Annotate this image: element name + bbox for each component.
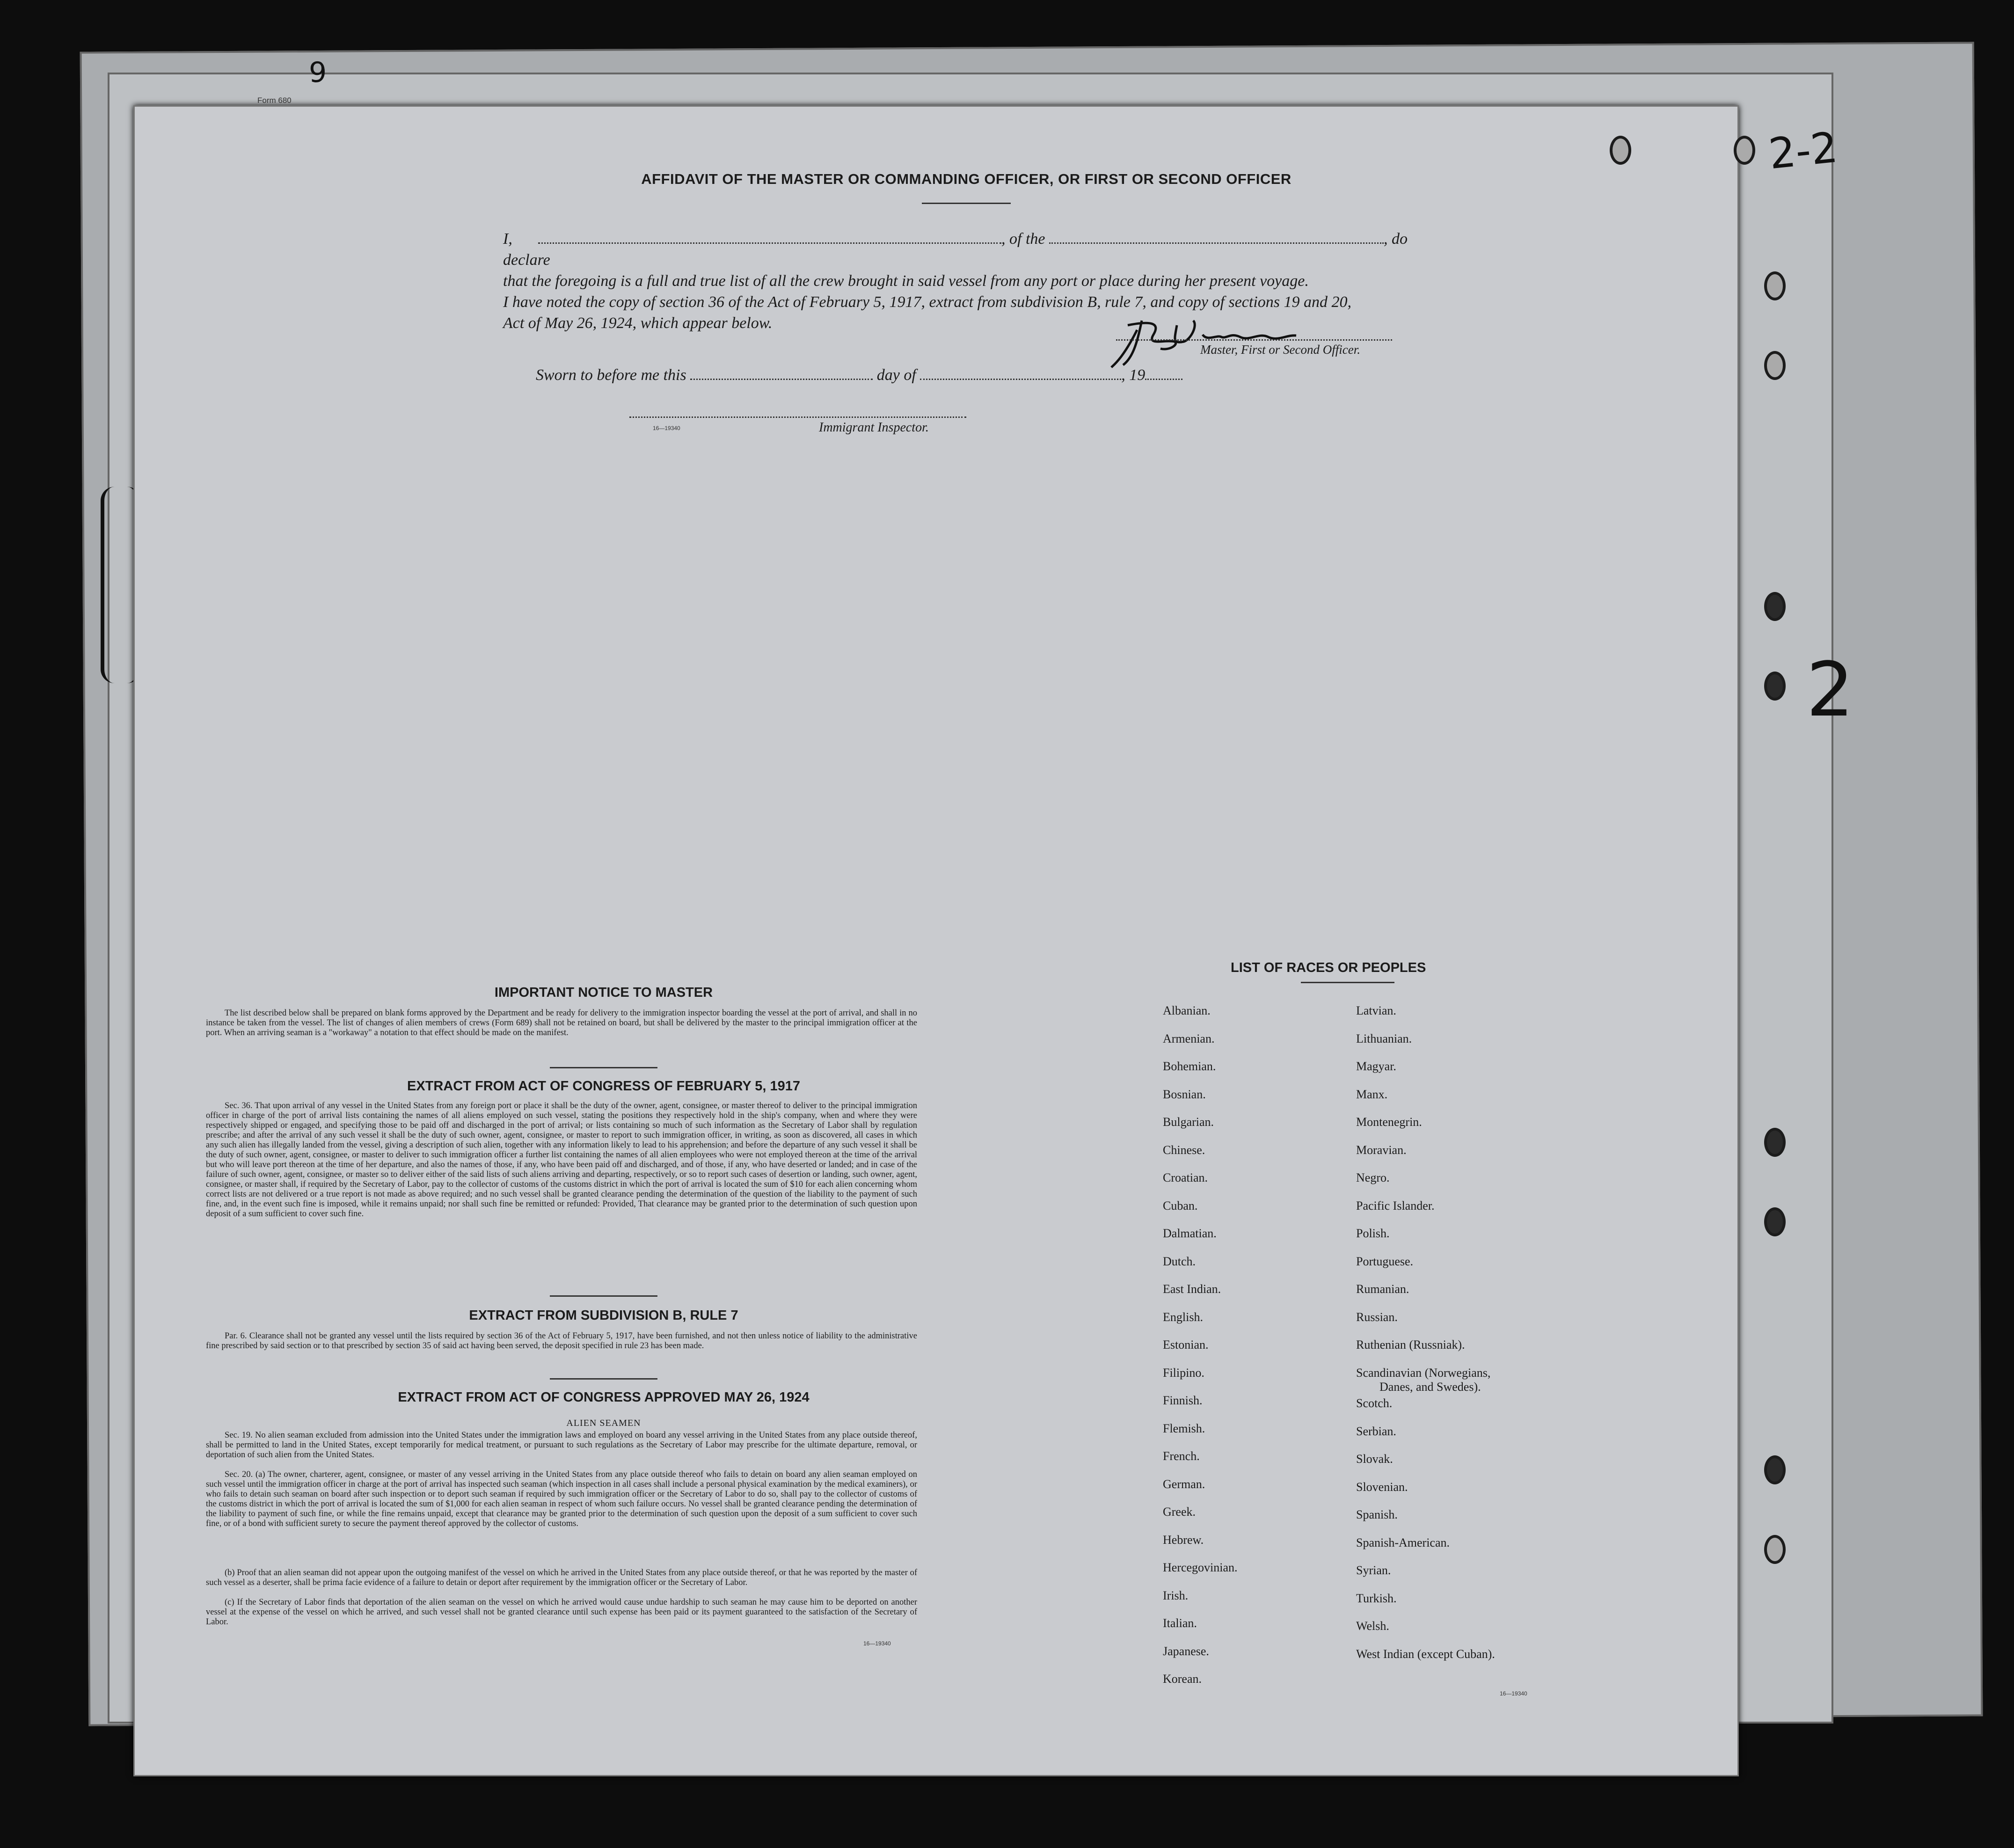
race-item: Montenegrin. — [1356, 1115, 1422, 1129]
punch-hole — [1764, 1535, 1786, 1564]
sec20c-text: (c) If the Secretary of Labor finds that deportation of the alien seaman on the vessel on which he arrived would cause undue hardship to such seaman he may cause him to be deported on another vessel at the expense of the vessel on which he arrived, and such vessel shall not be granted clearance until such expense has been paid or its payment guaranteed to the satisfaction of the Secretary of Labor. — [206, 1598, 917, 1627]
sec20b-text: (b) Proof that an alien seaman did not appear upon the outgoing manifest of the vessel on which he arrived in the United States from any place outside thereof, or that he was reported by the master of such vessel as a deserter, shall be prima facie evidence of a failure to detain or deport after requirement by the immigration officer or the Secretary of Labor. — [206, 1568, 917, 1587]
race-item: Scotch. — [1356, 1396, 1393, 1410]
race-item: Japanese. — [1163, 1644, 1209, 1658]
race-item: Moravian. — [1356, 1143, 1407, 1157]
race-item: Irish. — [1163, 1588, 1189, 1602]
race-item: Bulgarian. — [1163, 1115, 1214, 1129]
sec19-text: Sec. 19. No alien seaman excluded from admission into the United States under the immigration laws and employed on board any vessel arriving in the United States from any place outside thereof, shall be permitted to land in the United States, except temporarily for medical treatment, or pursuant to such regulations as the Secretary of Labor may prescribe for the ultimate departure, removal, or deportation of such alien from the United States. — [206, 1431, 917, 1460]
punch-hole — [1764, 592, 1786, 621]
extract-rule7-title: EXTRACT FROM SUBDIVISION B, RULE 7 — [469, 1308, 738, 1323]
punch-hole — [1764, 672, 1786, 701]
race-item: Armenian. — [1163, 1031, 1215, 1045]
punch-hole — [1764, 1455, 1786, 1484]
race-item: Bosnian. — [1163, 1087, 1206, 1101]
race-item: Hebrew. — [1163, 1533, 1204, 1547]
extract-rule7-text: Par. 6. Clearance shall not be granted any vessel until the lists required by section 36 of the Act of February 5, 1917, have been furnished, and not then unless notice of liability to the administrative fine prescribed by said section or to that prescribed by section 35 of said act having been served, the deposit specified in rule 23 has been made. — [206, 1331, 917, 1351]
race-item: Turkish. — [1356, 1591, 1397, 1605]
race-item: English. — [1163, 1310, 1203, 1324]
affidavit-line-4: Act of May 26, 1924, which appear below. — [503, 314, 773, 332]
alien-seamen-subtitle: ALIEN SEAMEN — [566, 1418, 641, 1428]
race-item: Dutch. — [1163, 1254, 1196, 1268]
race-item: Slovak. — [1356, 1452, 1393, 1466]
affidavit-title: AFFIDAVIT OF THE MASTER OR COMMANDING OFFICER, OR FIRST OR SECOND OFFICER — [641, 171, 1292, 187]
section-rule — [550, 1067, 657, 1068]
race-item: Welsh. — [1356, 1619, 1389, 1633]
punch-hole — [1764, 271, 1786, 300]
notice-title: IMPORTANT NOTICE TO MASTER — [494, 985, 713, 1000]
punch-hole — [1764, 1207, 1786, 1236]
race-item: Chinese. — [1163, 1143, 1205, 1157]
form-number: Form 680 — [257, 96, 292, 105]
race-item: Spanish-American. — [1356, 1535, 1450, 1549]
handwritten-number: 9 — [309, 56, 327, 89]
section-rule — [550, 1378, 657, 1380]
sec20a-text: Sec. 20. (a) The owner, charterer, agent, consignee, or master of any vessel arriving in the United States from any place outside thereof who fails to detain on board any alien seaman employed on such vessel until the immigration officer in charge at the port of arrival has inspected such seaman (which inspection in all cases shall include a personal physical examination by the medical examiners), or who fails to detain such seaman on board after such inspection or to deport such seaman if required by such immigration officer or the Secretary of Labor to do so, shall pay to the collector of customs of the customs district in which the port of arrival is located the sum of $1,000 for each alien seaman in respect of whom such failure occurs. No vessel shall be granted clearance pending the determination of the liability to payment of such fine, or while the fine remains unpaid, except that clearance may be granted prior to the determination of such question upon the deposit of a sum sufficient to cover such fine, or of a bond with sufficient surety to secure the payment thereof approved by the collector of customs. — [206, 1470, 917, 1528]
affidavit-line-3: I have noted the copy of section 36 of the Act of February 5, 1917, extract from subdivision B, rule 7, and copy of sections 19 and 20, — [503, 293, 1352, 311]
affidavit-text: I, , of the , do declare that the foregoing is a full and true list of all the crew brought in said vessel from any port or place during her present voyage. I have noted the copy of section 36 of the Act of February 5, 1917, extract from subdivision B, rule 7, and copy of sections 19 and 20, Act of May 26, 1924, which appear below. — [503, 228, 1430, 334]
extract-1917-title: EXTRACT FROM ACT OF CONGRESS OF FEBRUARY 5, 1917 — [407, 1079, 801, 1094]
race-item: East Indian. — [1163, 1282, 1221, 1296]
races-rule — [1301, 982, 1394, 983]
race-item: Italian. — [1163, 1616, 1197, 1630]
race-item: German. — [1163, 1477, 1205, 1491]
race-item: Greek. — [1163, 1505, 1196, 1519]
race-item: Dalmatian. — [1163, 1227, 1217, 1240]
race-item: French. — [1163, 1449, 1200, 1463]
handwritten-number: 2 — [1806, 646, 1854, 733]
race-item: Lithuanian. — [1356, 1031, 1412, 1045]
race-item: Serbian. — [1356, 1424, 1396, 1438]
race-item: Korean. — [1163, 1672, 1202, 1686]
race-item: Slovenian. — [1356, 1480, 1408, 1494]
race-item: West Indian (except Cuban). — [1356, 1647, 1495, 1661]
inspector-label: Immigrant Inspector. — [819, 420, 929, 435]
race-item: Manx. — [1356, 1087, 1388, 1101]
form-code: 16—19340 — [1500, 1690, 1527, 1697]
race-item: Magyar. — [1356, 1059, 1396, 1073]
races-title: LIST OF RACES OR PEOPLES — [1231, 960, 1426, 975]
punch-hole — [1764, 351, 1786, 380]
sworn-line: Sworn to before me this day of , 19 — [536, 366, 1182, 384]
race-item: Ruthenian (Russniak). — [1356, 1338, 1465, 1351]
extract-1924-title: EXTRACT FROM ACT OF CONGRESS APPROVED MAY 26, 1924 — [398, 1390, 810, 1405]
section-rule — [550, 1295, 657, 1297]
form-code: 16—19340 — [653, 425, 680, 431]
affidavit-line-2: that the foregoing is a full and true list of all the crew brought in said vessel from any port or place during her present voyage. — [503, 272, 1309, 290]
notice-text: The list described below shall be prepared on blank forms approved by the Department and be ready for delivery to the immigration inspector boarding the vessel at the port of arrival, and shall in no instance be taken from the vessel. The list of changes of alien members of crews (Form 689) shall not be retained on board, but shall be delivered by the master to the principal immigration officer at the port. When an arriving seaman is a "workaway" a notation to that effect should be made on the manifest. — [206, 1008, 917, 1037]
race-item: Syrian. — [1356, 1563, 1391, 1577]
race-item: Pacific Islander. — [1356, 1198, 1435, 1213]
race-item: Finnish. — [1163, 1394, 1203, 1407]
form-code: 16—19340 — [863, 1640, 891, 1647]
race-item: Portuguese. — [1356, 1254, 1414, 1268]
punch-hole — [1734, 136, 1755, 165]
extract-1917-text: Sec. 36. That upon arrival of any vessel in the United States from any foreign port or place it shall be the duty of the owner, agent, consignee, or master thereof to deliver to the principal immigration officer in charge of the port of arrival lists containing the names of all aliens employed on such vessel, stating the positions they respectively hold in the ship's company, when and where they were respectively shipped or engaged, and specifying those to be paid off and discharged in the port of arrival; or lists containing so much of such information as the Secretary of Labor shall by regulation prescribe; and after the arrival of any such vessel it shall be the duty of such owner, agent, consignee, or master to report to such immigration officer, in writing, as soon as discovered, all cases in which any such alien has illegally landed from the vessel, giving a description of such alien, together with any information likely to lead to his apprehension; and before the departure of any such vessel it shall be the duty of such owner, agent, consignee, or master to deliver to such immigration officer a further list containing the names of all alien employees who were not employed thereon at the time of the arrival but who will leave port thereon at the time of her departure, and also the names of those, if any, who have been paid off and discharged, and of those, if any, who have deserted or landed; and in case of the failure of such owner, agent, consignee, or master so to deliver either of the said lists of such aliens arriving and departing, respectively, or so to report such cases of desertion or landing, such owner, agent, consignee, or master shall, if required by the Secretary of Labor, pay to the collector of customs of the customs district in which the port of arrival is located the sum of $10 for each alien concerning whom correct lists are not delivered or a true report is not made as above required; and no such vessel shall be granted clearance pending the determination of the question of the liability to the payment of such fine, and, in the event such fine is imposed, while it remains unpaid; nor shall such fine be remitted or refunded: Provided, That clearance may be granted prior to the determination of such question upon deposit of a sum sufficient to cover such fine. — [206, 1101, 917, 1219]
race-item: Rumanian. — [1356, 1282, 1409, 1296]
race-item: Polish. — [1356, 1227, 1390, 1240]
race-item: Croatian. — [1163, 1171, 1208, 1184]
punch-hole — [1610, 136, 1631, 165]
signature-label: Master, First or Second Officer. — [1200, 343, 1360, 357]
title-rule — [922, 203, 1011, 204]
race-item: Spanish. — [1356, 1508, 1398, 1521]
race-item: Filipino. — [1163, 1366, 1204, 1380]
race-item: Cuban. — [1163, 1198, 1198, 1213]
race-item: Albanian. — [1163, 1004, 1211, 1017]
signature-line — [1116, 339, 1392, 341]
race-item: Danes, and Swedes). — [1379, 1380, 1481, 1394]
race-item: Scandinavian (Norwegians, — [1356, 1366, 1491, 1380]
race-item: Flemish. — [1163, 1421, 1205, 1435]
race-item: Latvian. — [1356, 1004, 1396, 1017]
race-item: Hercegovinian. — [1163, 1561, 1238, 1574]
handwritten-number: 2-2 — [1766, 123, 1840, 179]
race-item: Negro. — [1356, 1171, 1390, 1184]
race-item: Russian. — [1356, 1310, 1398, 1324]
race-item: Estonian. — [1163, 1338, 1209, 1351]
inspector-signature-line — [629, 416, 966, 418]
race-item: Bohemian. — [1163, 1059, 1216, 1073]
punch-hole — [1764, 1128, 1786, 1157]
